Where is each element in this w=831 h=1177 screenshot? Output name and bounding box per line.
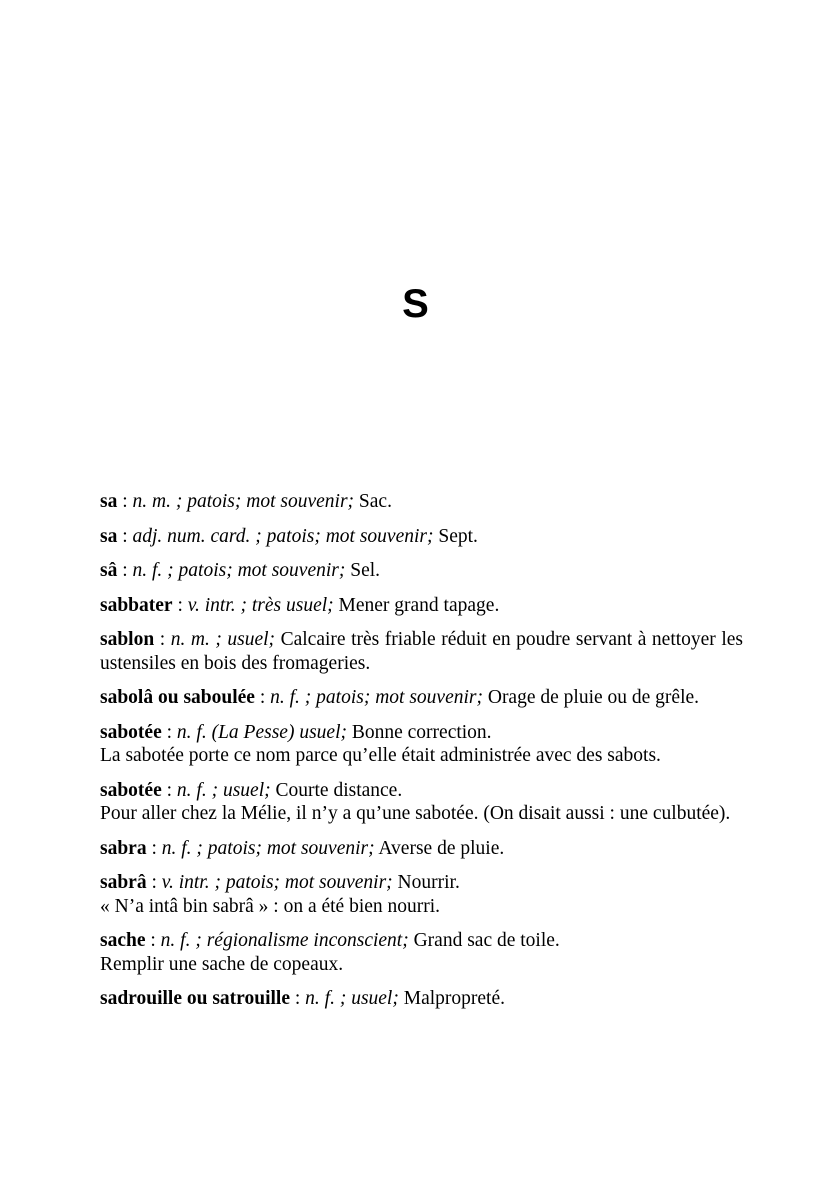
separator: : xyxy=(145,930,161,951)
headword: sabbater xyxy=(100,594,173,616)
grammar-note: n. f. ; usuel; xyxy=(305,988,399,1009)
dictionary-entry xyxy=(100,628,743,675)
dictionary-entry xyxy=(100,594,743,618)
headword: sache xyxy=(100,930,146,951)
separator: : xyxy=(254,687,271,708)
dictionary-entry xyxy=(100,490,743,514)
usage-example: « N’a intâ bin sabrâ » : on a été bien nourri. xyxy=(100,895,441,917)
headword: sâ xyxy=(100,560,118,581)
grammar-note: v. intr. ; patois; mot souvenir; xyxy=(161,872,393,893)
section-letter: S xyxy=(402,282,429,326)
definition: Malpropreté. xyxy=(398,988,505,1009)
headword: sabrâ xyxy=(100,872,147,893)
definition: Grand sac de toile. xyxy=(408,930,560,951)
grammar-note: n. m. ; patois; mot souvenir; xyxy=(132,491,355,512)
dictionary-entry xyxy=(100,559,743,583)
dictionary-entry xyxy=(100,929,743,976)
headword: sabotée xyxy=(100,779,162,801)
headword: sa xyxy=(100,525,118,547)
definition: Courte distance. xyxy=(270,779,403,801)
separator: : xyxy=(161,721,177,743)
definition: Orage de pluie ou de grêle. xyxy=(482,687,700,708)
dictionary-entry xyxy=(100,525,743,549)
headword: sabotée xyxy=(100,721,162,743)
dictionary-entry xyxy=(100,987,743,1011)
grammar-note: n. f. (La Pesse) usuel; xyxy=(176,721,347,743)
grammar-note: adj. num. card. ; patois; mot souvenir; xyxy=(132,525,434,547)
separator: : xyxy=(289,988,306,1009)
headword: sa xyxy=(100,491,118,512)
headword: sabra xyxy=(100,837,147,859)
separator: : xyxy=(117,525,133,547)
definition: Sel. xyxy=(345,560,381,581)
grammar-note: v. intr. ; très usuel; xyxy=(187,594,334,616)
dictionary-entry xyxy=(100,837,743,861)
separator: : xyxy=(154,629,171,650)
definition: Bonne correction. xyxy=(346,721,492,743)
usage-example: Remplir une sache de copeaux. xyxy=(100,953,344,975)
headword: sablon xyxy=(100,629,155,650)
grammar-note: n. f. ; patois; mot souvenir; xyxy=(161,837,375,859)
grammar-note: n. f. ; patois; mot souvenir; xyxy=(132,560,346,581)
separator: : xyxy=(161,779,177,801)
usage-example: La sabotée porte ce nom parce qu’elle était administrée avec des sabots. xyxy=(100,745,661,766)
definition: Sac. xyxy=(354,491,392,512)
definition: Averse de pluie. xyxy=(374,837,505,859)
separator: : xyxy=(117,560,133,581)
headword: sadrouille ou satrouille xyxy=(100,988,290,1009)
headword: sabolâ ou saboulée xyxy=(100,687,255,708)
separator: : xyxy=(146,837,162,859)
grammar-note: n. m. ; usuel; xyxy=(170,629,276,650)
dictionary-entry xyxy=(100,779,743,826)
dictionary-entry xyxy=(100,871,743,918)
dictionary-entry xyxy=(100,721,743,768)
grammar-note: n. f. ; patois; mot souvenir; xyxy=(270,687,483,708)
separator: : xyxy=(117,491,133,512)
separator: : xyxy=(146,872,162,893)
definition: Sept. xyxy=(433,525,478,547)
separator: : xyxy=(172,594,188,616)
dictionary-entries xyxy=(100,490,743,1022)
definition: Nourrir. xyxy=(392,872,460,893)
definition: Mener grand tapage. xyxy=(333,594,500,616)
dictionary-entry xyxy=(100,686,743,710)
usage-example: Pour aller chez la Mélie, il n’y a qu’une sabotée. (On disait aussi : une culbutée). xyxy=(100,803,731,824)
grammar-note: n. f. ; usuel; xyxy=(176,779,271,801)
definition: Calcaire très friable réduit en poudre servant à nettoyer les ustensiles en bois des fromageries. xyxy=(100,629,744,674)
grammar-note: n. f. ; régionalisme inconscient; xyxy=(160,930,409,951)
